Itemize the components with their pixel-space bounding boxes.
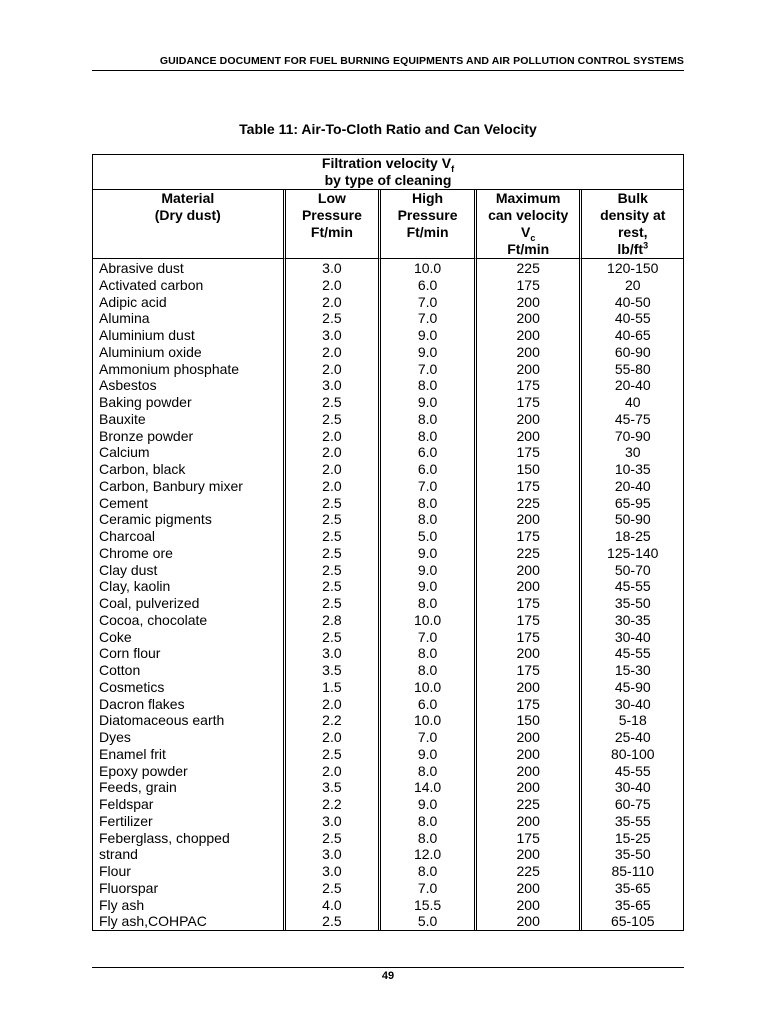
low-pressure-cell: 3.5: [283, 662, 379, 679]
low-pressure-cell: 2.5: [283, 495, 379, 512]
high-pressure-cell: 5.0: [378, 913, 474, 930]
bulk-density-cell: 25-40: [579, 729, 683, 746]
low-pressure-cell: 2.0: [283, 344, 379, 361]
can-velocity-cell: 200: [474, 428, 580, 445]
can-velocity-cell: 225: [474, 545, 580, 562]
table-row: [93, 478, 683, 495]
material-cell: Bronze powder: [99, 427, 194, 444]
high-pressure-cell: 8.0: [378, 411, 474, 428]
table-row: [93, 830, 683, 847]
low-pressure-cell: 2.0: [283, 729, 379, 746]
bulk-header-line4: lb/ft: [617, 241, 644, 257]
low-pressure-cell: 2.0: [283, 763, 379, 780]
bulk-density-cell: 18-25: [579, 528, 683, 545]
material-cell: strand: [99, 846, 138, 863]
bulk-density-cell: 30-35: [579, 612, 683, 629]
table-row: [93, 729, 683, 746]
bulk-density-cell: 35-50: [579, 846, 683, 863]
low-pressure-cell: 2.5: [283, 629, 379, 646]
low-pressure-cell: 2.5: [283, 511, 379, 528]
can-velocity-cell: 175: [474, 612, 580, 629]
can-velocity-cell: 175: [474, 595, 580, 612]
can-header-line3: V: [521, 224, 531, 240]
high-pressure-cell: 9.0: [378, 562, 474, 579]
material-cell: Baking powder: [99, 394, 192, 410]
table-row: [93, 344, 683, 361]
can-velocity-cell: 200: [474, 310, 580, 327]
can-velocity-cell: 175: [474, 478, 580, 495]
high-pressure-cell: 8.0: [378, 662, 474, 679]
high-pressure-cell: 8.0: [378, 830, 474, 847]
material-cell: Alumina: [99, 310, 150, 327]
low-pressure-cell: 2.5: [283, 746, 379, 763]
material-cell: Epoxy powder: [99, 762, 188, 779]
can-header-line4: Ft/min: [507, 241, 550, 257]
material-cell: Feeds, grain: [99, 779, 177, 796]
high-pressure-cell: 10.0: [378, 612, 474, 629]
bulk-density-cell: 65-105: [579, 913, 683, 930]
low-pressure-cell: 3.0: [283, 327, 379, 344]
low-pressure-cell: 2.0: [283, 696, 379, 713]
high-pressure-cell: 10.0: [378, 259, 474, 277]
high-header-line3: Ft/min: [406, 224, 449, 240]
can-velocity-cell: 200: [474, 813, 580, 830]
table-row: [93, 511, 683, 528]
bulk-header-line3: rest,: [617, 224, 648, 240]
high-pressure-cell: 12.0: [378, 846, 474, 863]
can-velocity-cell: 225: [474, 495, 580, 512]
table-row: [93, 259, 683, 277]
low-pressure-cell: 2.0: [283, 428, 379, 445]
bulk-header-sup: 3: [643, 240, 649, 251]
bulk-density-cell: 10-35: [579, 461, 683, 478]
bulk-density-cell: 40-65: [579, 327, 683, 344]
can-velocity-cell: 175: [474, 444, 580, 461]
low-pressure-cell: 2.0: [283, 277, 379, 294]
bulk-density-cell: 20-40: [579, 377, 683, 394]
material-cell: Cocoa, chocolate: [99, 611, 208, 628]
material-cell: Flour: [99, 863, 131, 879]
material-cell: Abrasive dust: [99, 260, 184, 276]
material-cell: Aluminium oxide: [99, 343, 202, 360]
table-row: [93, 897, 683, 914]
low-header-line3: Ft/min: [310, 224, 353, 240]
high-pressure-cell: 7.0: [378, 361, 474, 378]
bulk-density-cell: 120-150: [579, 259, 683, 277]
low-pressure-cell: 2.5: [283, 830, 379, 847]
low-pressure-cell: 4.0: [283, 897, 379, 914]
material-cell: Corn flour: [99, 645, 161, 662]
material-cell: Cosmetics: [99, 678, 165, 695]
bulk-density-cell: 40-55: [579, 310, 683, 327]
can-velocity-cell: 200: [474, 729, 580, 746]
high-pressure-cell: 9.0: [378, 344, 474, 361]
high-pressure-cell: 14.0: [378, 779, 474, 796]
material-cell: Clay dust: [99, 561, 158, 578]
table-row: [93, 461, 683, 478]
material-cell: Carbon, black: [99, 461, 186, 477]
bulk-density-cell: 45-55: [579, 645, 683, 662]
material-cell: Coke: [99, 628, 132, 645]
low-pressure-cell: 2.5: [283, 562, 379, 579]
high-pressure-cell: 8.0: [378, 763, 474, 780]
high-pressure-cell: 8.0: [378, 813, 474, 830]
low-pressure-cell: 3.0: [283, 377, 379, 394]
table-row: [93, 327, 683, 344]
low-pressure-cell: 2.0: [283, 444, 379, 461]
bulk-density-cell: 30-40: [579, 779, 683, 796]
high-pressure-cell: 7.0: [378, 478, 474, 495]
document-header: GUIDANCE DOCUMENT FOR FUEL BURNING EQUIPMENTS AND AIR POLLUTION CONTROL SYSTEMS: [159, 55, 684, 67]
can-velocity-cell: 200: [474, 763, 580, 780]
table-header-row-2: [93, 190, 683, 259]
low-pressure-cell: 2.0: [283, 478, 379, 495]
can-velocity-cell: 200: [474, 411, 580, 428]
material-cell: Dyes: [99, 729, 131, 745]
can-velocity-cell: 175: [474, 696, 580, 713]
high-pressure-cell: 8.0: [378, 495, 474, 512]
can-velocity-cell: 200: [474, 578, 580, 595]
low-pressure-cell: 2.5: [283, 545, 379, 562]
filtration-header-line2: by type of cleaning: [324, 172, 452, 188]
material-cell: Fertilizer: [99, 812, 153, 829]
table-row: [93, 428, 683, 445]
low-pressure-cell: 2.2: [283, 796, 379, 813]
high-pressure-cell: 7.0: [378, 310, 474, 327]
bulk-density-cell: 65-95: [579, 495, 683, 512]
table-row: [93, 662, 683, 679]
can-velocity-cell: 175: [474, 528, 580, 545]
material-cell: Activated carbon: [99, 276, 204, 293]
table-row: [93, 411, 683, 428]
high-pressure-cell: 9.0: [378, 394, 474, 411]
can-velocity-cell: 225: [474, 796, 580, 813]
table-row: [93, 394, 683, 411]
can-velocity-cell: 200: [474, 294, 580, 311]
material-cell: Fly ash,COHPAC: [99, 913, 207, 930]
table-row: [93, 444, 683, 461]
table-row: [93, 880, 683, 897]
bulk-density-cell: 20-40: [579, 478, 683, 495]
bulk-density-cell: 35-50: [579, 595, 683, 612]
material-cell: Coal, pulverized: [99, 595, 200, 611]
material-cell: Cotton: [99, 662, 141, 678]
high-pressure-cell: 10.0: [378, 679, 474, 696]
table-row: [93, 277, 683, 294]
material-cell: Carbon, Banbury mixer: [99, 477, 243, 494]
low-pressure-cell: 2.0: [283, 294, 379, 311]
table-row: [93, 746, 683, 763]
can-velocity-cell: 175: [474, 830, 580, 847]
high-pressure-cell: 6.0: [378, 444, 474, 461]
table-row: [93, 361, 683, 378]
low-pressure-cell: 3.0: [283, 813, 379, 830]
material-header-line2: (Dry dust): [154, 207, 221, 223]
table-row: [93, 595, 683, 612]
high-pressure-cell: 15.5: [378, 897, 474, 914]
filtration-header-line1: Filtration velocity V: [321, 155, 452, 171]
high-pressure-cell: 9.0: [378, 746, 474, 763]
can-header-sub: c: [530, 232, 536, 243]
bulk-density-cell: 30-40: [579, 629, 683, 646]
high-pressure-cell: 9.0: [378, 327, 474, 344]
low-pressure-cell: 1.5: [283, 679, 379, 696]
can-velocity-cell: 200: [474, 361, 580, 378]
can-velocity-cell: 200: [474, 779, 580, 796]
can-velocity-cell: 175: [474, 629, 580, 646]
low-pressure-cell: 3.5: [283, 779, 379, 796]
can-velocity-cell: 200: [474, 327, 580, 344]
low-pressure-cell: 3.0: [283, 259, 379, 277]
table-row: [93, 913, 683, 930]
high-header-line2: Pressure: [397, 207, 458, 223]
bulk-density-cell: 45-75: [579, 411, 683, 428]
material-cell: Aluminium dust: [99, 327, 195, 343]
can-velocity-cell: 150: [474, 461, 580, 478]
can-velocity-cell: 200: [474, 645, 580, 662]
table-row: [93, 545, 683, 562]
table-row: [93, 712, 683, 729]
can-velocity-cell: 175: [474, 394, 580, 411]
table-row: [93, 846, 683, 863]
low-pressure-cell: 3.0: [283, 645, 379, 662]
table-header-row-1: [93, 155, 683, 190]
table-caption: Table 11: Air-To-Cloth Ratio and Can Velocity: [239, 121, 537, 137]
material-cell: Ammonium phosphate: [99, 360, 240, 377]
can-velocity-cell: 175: [474, 377, 580, 394]
bulk-density-cell: 20: [579, 277, 683, 294]
low-pressure-cell: 2.5: [283, 394, 379, 411]
can-velocity-cell: 200: [474, 562, 580, 579]
high-pressure-cell: 7.0: [378, 629, 474, 646]
material-cell: Fly ash: [99, 896, 145, 913]
bulk-density-cell: 5-18: [579, 712, 683, 729]
table-row: [93, 495, 683, 512]
column-header-max-can-velocity: [474, 190, 580, 259]
low-pressure-cell: 2.5: [283, 411, 379, 428]
table-row: [93, 377, 683, 394]
table-row: [93, 796, 683, 813]
header-rule: [92, 70, 684, 71]
page-number: 49: [381, 970, 395, 982]
table-body: [93, 259, 683, 930]
material-cell: Asbestos: [99, 377, 157, 394]
can-velocity-cell: 200: [474, 344, 580, 361]
high-pressure-cell: 8.0: [378, 377, 474, 394]
bulk-header-line1: Bulk: [617, 190, 648, 206]
table-row: [93, 813, 683, 830]
bulk-density-cell: 60-90: [579, 344, 683, 361]
table-row: [93, 679, 683, 696]
can-velocity-cell: 200: [474, 511, 580, 528]
can-velocity-cell: 200: [474, 746, 580, 763]
material-cell: Enamel frit: [99, 745, 166, 762]
air-to-cloth-table: [92, 154, 684, 931]
bulk-density-cell: 35-55: [579, 813, 683, 830]
high-header-line1: High: [412, 190, 444, 206]
table-row: [93, 645, 683, 662]
bulk-density-cell: 35-65: [579, 880, 683, 897]
bulk-density-cell: 80-100: [579, 746, 683, 763]
column-header-material: [93, 190, 283, 259]
high-pressure-cell: 9.0: [378, 796, 474, 813]
material-cell: Diatomaceous earth: [99, 712, 225, 729]
table-row: [93, 562, 683, 579]
material-cell: Ceramic pigments: [99, 511, 212, 528]
high-pressure-cell: 6.0: [378, 461, 474, 478]
bulk-header-line2: density at: [600, 207, 666, 223]
low-pressure-cell: 2.5: [283, 578, 379, 595]
table-row: [93, 294, 683, 311]
bulk-density-cell: 45-90: [579, 679, 683, 696]
low-header-line1: Low: [317, 190, 346, 206]
bulk-density-cell: 30: [579, 444, 683, 461]
bulk-density-cell: 40-50: [579, 294, 683, 311]
high-pressure-cell: 8.0: [378, 428, 474, 445]
can-velocity-cell: 225: [474, 259, 580, 277]
can-velocity-cell: 225: [474, 863, 580, 880]
bulk-density-cell: 60-75: [579, 796, 683, 813]
filtration-header-sub: f: [451, 163, 455, 174]
can-velocity-cell: 200: [474, 897, 580, 914]
material-cell: Feberglass, chopped: [99, 829, 230, 846]
bulk-density-cell: 85-110: [579, 863, 683, 880]
high-pressure-cell: 8.0: [378, 511, 474, 528]
can-velocity-cell: 175: [474, 277, 580, 294]
material-cell: Fluorspar: [99, 879, 159, 896]
high-pressure-cell: 9.0: [378, 545, 474, 562]
column-header-high-pressure: [378, 190, 474, 259]
low-pressure-cell: 2.0: [283, 461, 379, 478]
material-header-line1: Material: [161, 190, 215, 206]
bulk-density-cell: 35-65: [579, 897, 683, 914]
material-cell: Feldspar: [99, 796, 154, 812]
bulk-density-cell: 45-55: [579, 578, 683, 595]
low-pressure-cell: 2.0: [283, 361, 379, 378]
can-header-line2: can velocity: [488, 207, 569, 223]
bulk-density-cell: 55-80: [579, 361, 683, 378]
high-pressure-cell: 8.0: [378, 645, 474, 662]
material-cell: Calcium: [99, 444, 150, 461]
table-row: [93, 528, 683, 545]
high-pressure-cell: 10.0: [378, 712, 474, 729]
material-cell: Clay, kaolin: [99, 578, 171, 595]
bulk-density-cell: 15-25: [579, 830, 683, 847]
material-cell: Charcoal: [99, 528, 156, 544]
bulk-density-cell: 15-30: [579, 662, 683, 679]
high-pressure-cell: 6.0: [378, 277, 474, 294]
table-row: [93, 763, 683, 780]
can-velocity-cell: 200: [474, 880, 580, 897]
can-velocity-cell: 175: [474, 662, 580, 679]
low-pressure-cell: 2.8: [283, 612, 379, 629]
high-pressure-cell: 5.0: [378, 528, 474, 545]
table-row: [93, 696, 683, 713]
can-velocity-cell: 150: [474, 712, 580, 729]
bulk-density-cell: 45-55: [579, 763, 683, 780]
low-pressure-cell: 3.0: [283, 863, 379, 880]
material-cell: Adipic acid: [99, 293, 167, 310]
high-pressure-cell: 6.0: [378, 696, 474, 713]
bulk-density-cell: 50-90: [579, 511, 683, 528]
high-pressure-cell: 8.0: [378, 863, 474, 880]
table-row: [93, 629, 683, 646]
bulk-density-cell: 30-40: [579, 696, 683, 713]
can-velocity-cell: 200: [474, 913, 580, 930]
low-pressure-cell: 2.5: [283, 595, 379, 612]
footer-rule: [92, 967, 684, 968]
material-cell: Bauxite: [99, 410, 146, 427]
can-header-line1: Maximum: [495, 190, 561, 206]
low-header-line2: Pressure: [301, 207, 362, 223]
low-pressure-cell: 2.2: [283, 712, 379, 729]
can-velocity-cell: 200: [474, 846, 580, 863]
column-header-bulk-density: [579, 190, 683, 259]
low-pressure-cell: 2.5: [283, 880, 379, 897]
low-pressure-cell: 2.5: [283, 913, 379, 930]
material-cell: Dacron flakes: [99, 695, 185, 712]
table-row: [93, 779, 683, 796]
bulk-density-cell: 70-90: [579, 428, 683, 445]
high-pressure-cell: 7.0: [378, 294, 474, 311]
table-row: [93, 612, 683, 629]
can-velocity-cell: 200: [474, 679, 580, 696]
material-cell: Cement: [99, 494, 149, 511]
table-row: [93, 310, 683, 327]
high-pressure-cell: 7.0: [378, 880, 474, 897]
table-row: [93, 578, 683, 595]
material-cell: Chrome ore: [99, 544, 173, 561]
filtration-velocity-header: [93, 155, 683, 190]
bulk-density-cell: 40: [579, 394, 683, 411]
high-pressure-cell: 9.0: [378, 578, 474, 595]
low-pressure-cell: 2.5: [283, 528, 379, 545]
low-pressure-cell: 3.0: [283, 846, 379, 863]
column-header-low-pressure: [283, 190, 379, 259]
high-pressure-cell: 7.0: [378, 729, 474, 746]
high-pressure-cell: 8.0: [378, 595, 474, 612]
bulk-density-cell: 50-70: [579, 562, 683, 579]
table-row: [93, 863, 683, 880]
bulk-density-cell: 125-140: [579, 545, 683, 562]
low-pressure-cell: 2.5: [283, 310, 379, 327]
